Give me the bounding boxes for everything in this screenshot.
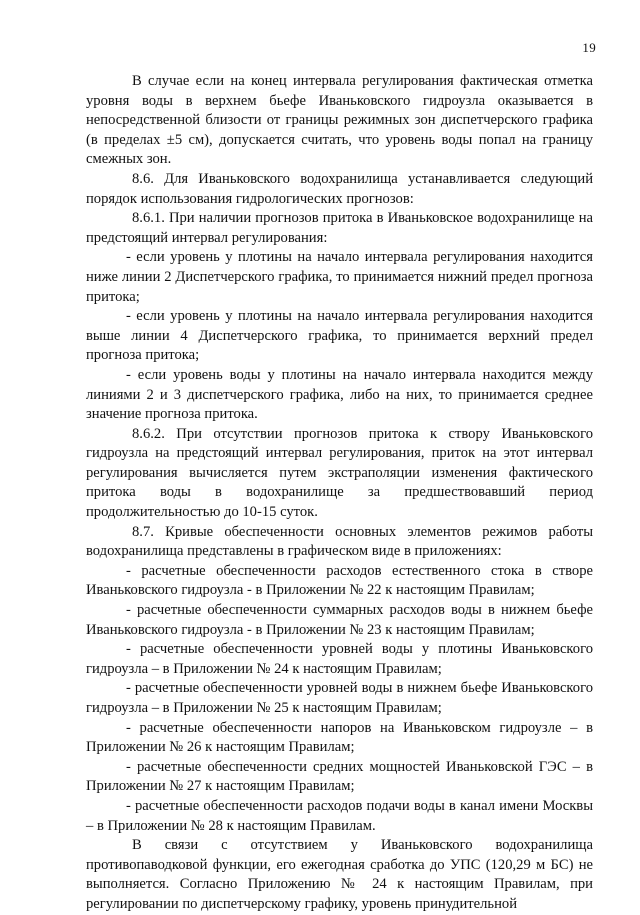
- paragraph-8-6: 8.6. Для Иваньковского водохранилища устанавливается следующий порядок использования гидрологических прогнозов:: [86, 170, 593, 207]
- document-body: [86, 72, 593, 915]
- page-number: 19: [582, 40, 596, 55]
- paragraph-flood-function: В связи с отсутствием у Иваньковского водохранилища противопаводковой функции, его ежегодная сработка до УПС (120,29 м БС) не выполняется. Согласно Приложению № 24 к настоящим Правилам, при регулировании по диспетчерскому графику, уровень принудительной: [86, 837, 593, 912]
- list-item-upper-limit: - если уровень у плотины на начало интервала регулирования находится выше линии 4 Диспетчерского графика, то принимается верхний предел прогноза притока;: [86, 308, 593, 364]
- list-item-average-value: - если уровень воды у плотины на начало интервала находится между линиями 2 и 3 диспетчерского графика, либо на них, то принимается среднее значение прогноза притока.: [86, 366, 593, 423]
- paragraph-8-7: 8.7. Кривые обеспеченности основных элементов режимов работы водохранилища представлены в графическом виде в приложениях:: [86, 523, 593, 560]
- list-item-appendix-28: - расчетные обеспеченности расходов подачи воды в канал имени Москвы – в Приложении № 28 к настоящим Правилам.: [86, 797, 593, 834]
- list-item-appendix-27: - расчетные обеспеченности средних мощностей Иваньковской ГЭС – в Приложении № 27 к настоящим Правилам;: [86, 758, 593, 795]
- paragraph-8-6-2: 8.6.2. При отсутствии прогнозов притока к створу Иваньковского гидроузла на предстоящий интервал регулирования, приток на этот интервал регулирования вычисляется путем экстраполяции изменения фактического притока воды в водохранилище за предшествовавший период продолжительностью до 10-15 суток.: [86, 425, 593, 521]
- paragraph-8-6-1: 8.6.1. При наличии прогнозов притока в Иваньковское водохранилище на предстоящий интервал регулирования:: [86, 210, 593, 246]
- list-item-appendix-24: - расчетные обеспеченности уровней воды у плотины Иваньковского гидроузла – в Приложении № 24 к настоящим Правилам;: [86, 641, 593, 677]
- list-item-appendix-22: - расчетные обеспеченности расходов естественного стока в створе Иваньковского гидроузла - в Приложении № 22 к настоящим Правилам;: [86, 562, 593, 599]
- list-item-appendix-25: - расчетные обеспеченности уровней воды в нижнем бьефе Иваньковского гидроузла – в Приложении № 25 к настоящим Правилам;: [86, 680, 593, 716]
- list-item-lower-limit: - если уровень у плотины на начало интервала регулирования находится ниже линии 2 Диспетчерского графика, то принимается нижний предел прогноза притока;: [86, 249, 593, 305]
- paragraph-zone-boundary: В случае если на конец интервала регулирования фактическая отметка уровня воды в верхнем бьефе Иваньковского гидроузла оказывается в непосредственной близости от границы режимных зон диспетчерского графика (в пределах ±5 см), допускается считать, что уровень воды попал на границу смежных зон.: [86, 73, 593, 168]
- list-item-appendix-26: - расчетные обеспеченности напоров на Иваньковском гидроузле – в Приложении № 26 к настоящим Правилам;: [86, 719, 593, 756]
- list-item-appendix-23: - расчетные обеспеченности суммарных расходов воды в нижнем бьефе Иваньковского гидроузла - в Приложении № 23 к настоящим Правилам;: [86, 602, 593, 638]
